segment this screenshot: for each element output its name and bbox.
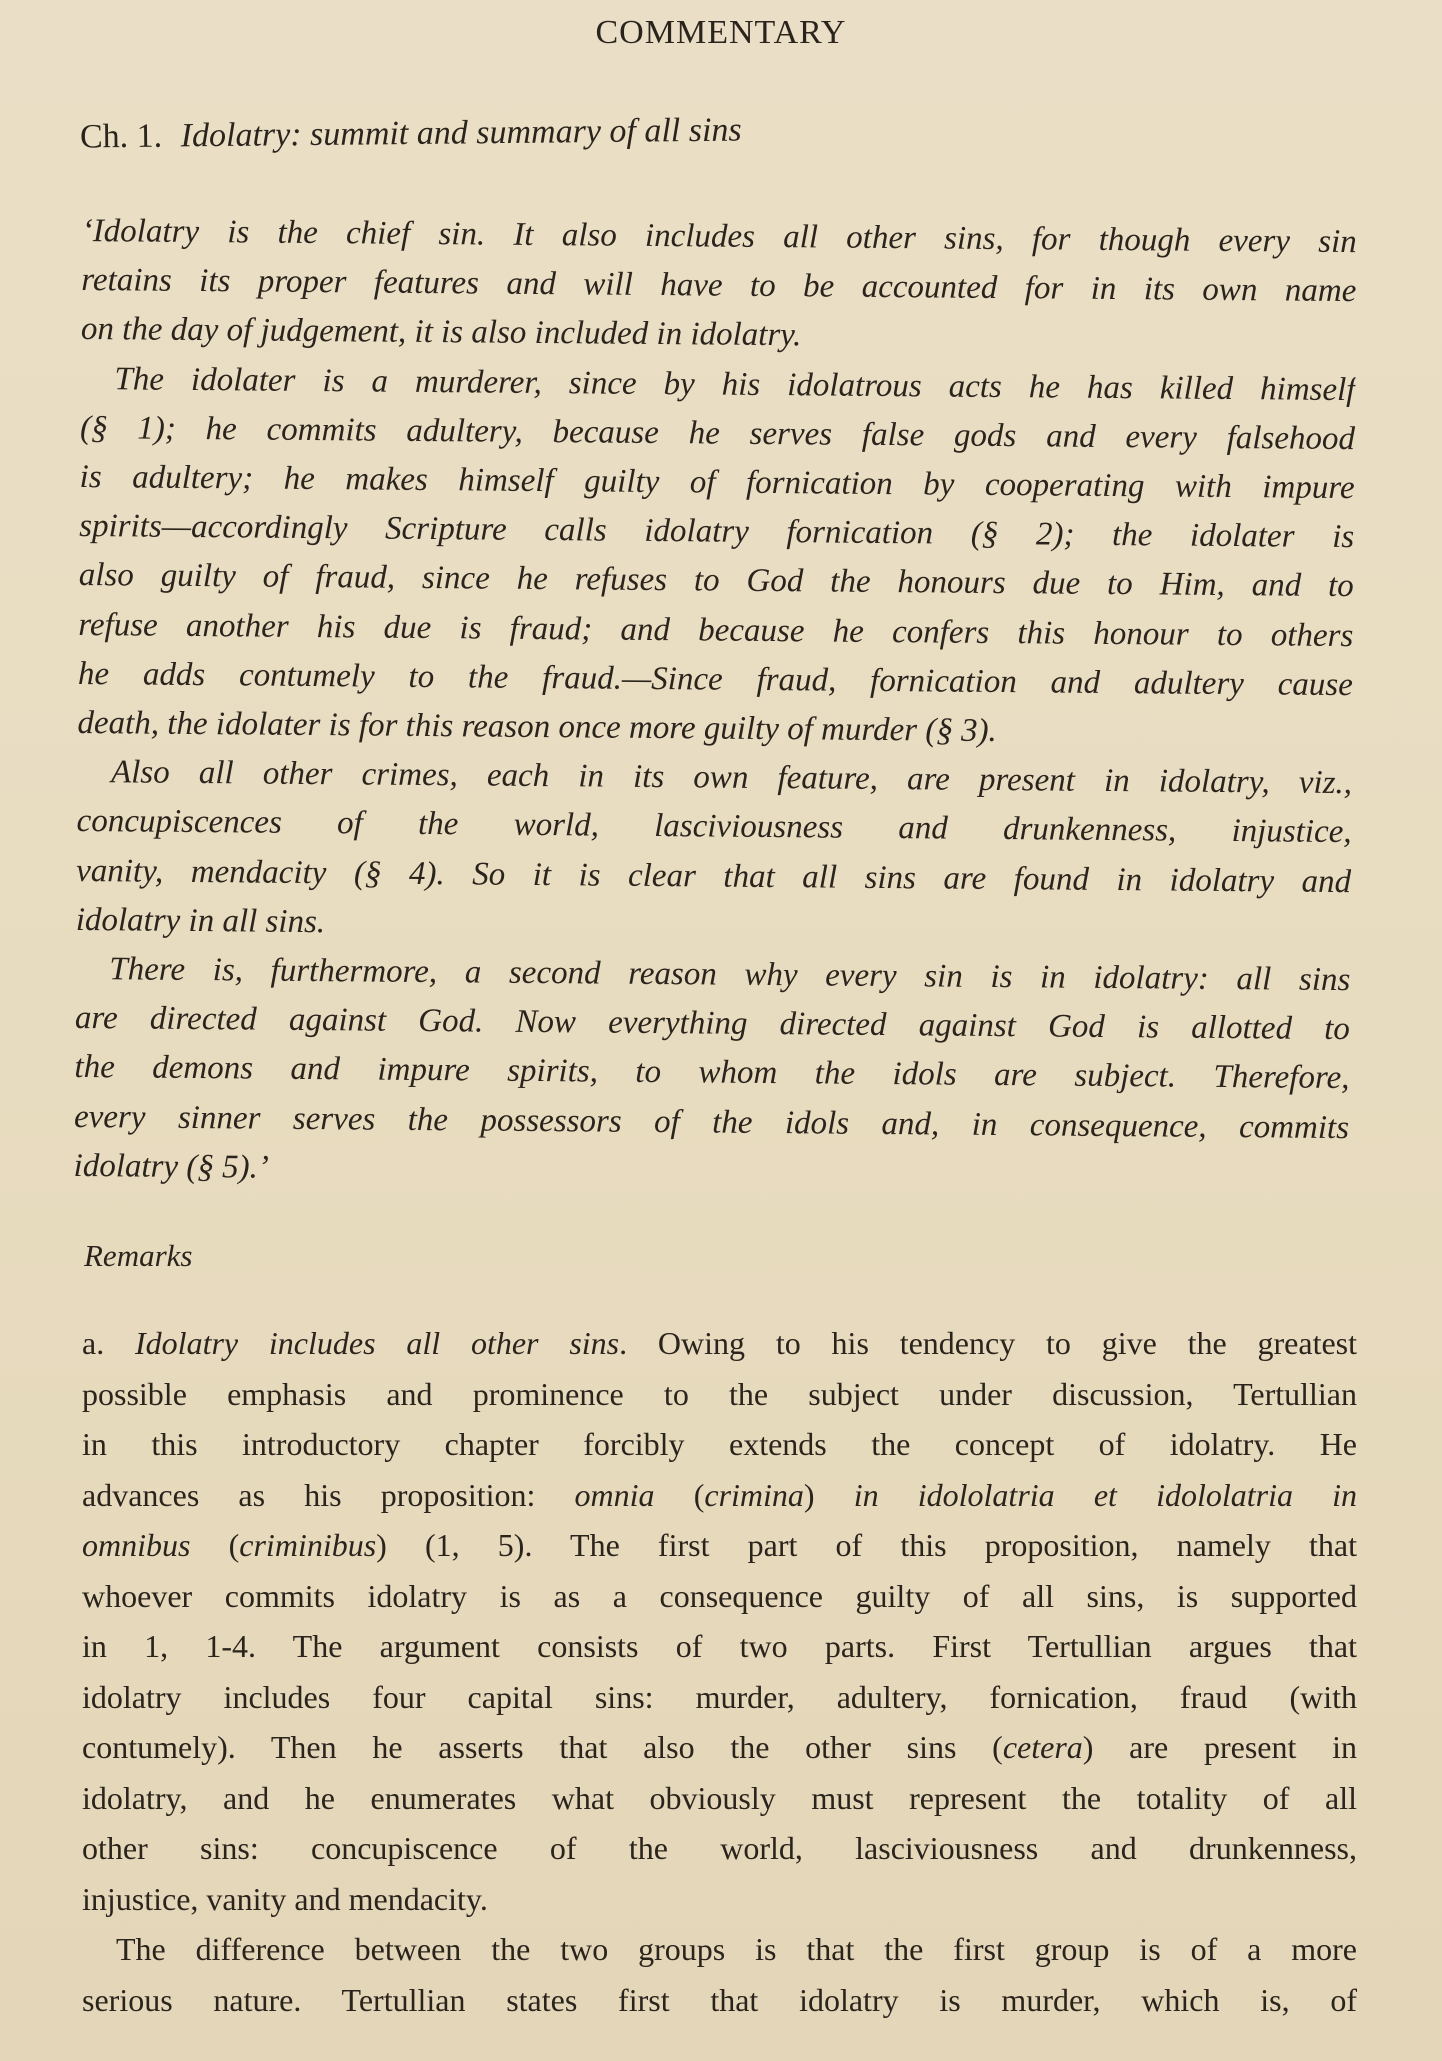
text-line: idolatry, and he enumerates what obviously must represent the totality of all [82,1779,1357,1816]
chapter-heading [80,112,742,157]
text-line: advances as his proposition: omnia (crimina) in idololatria et idololatria in [82,1476,1357,1513]
page-title: COMMENTARY [595,14,847,51]
text-line: idolatry (§ 5).’ [73,1147,270,1186]
text-line: contumely). Then he asserts that also the other sins (cetera) are present in [82,1729,1357,1765]
text-line: ‘Idolatry is the chief sin. It also includes all other sins, for though every sin [81,212,1357,261]
text-line: in 1, 1-4. The argument consists of two parts. First Tertullian argues that [82,1628,1357,1664]
text-line: The idolater is a murderer, since by his idolatrous acts he has killed himself [114,360,1356,408]
chapter-title: Idolatry: summit and summary of all sins [180,111,742,155]
text-line: every sinner serves the possessors of the idols and, in consequence, commits [73,1098,1350,1146]
chapter-summary [73,207,1357,1202]
remarks-body [82,1318,1357,2025]
text-line: serious nature. Tertullian states first that idolatry is murder, which is, of [82,1981,1357,2018]
text-line: possible emphasis and prominence to the subject under discussion, Tertullian [82,1375,1357,1412]
text-line: also guilty of fraud, since he refuses to God the honours due to Him, and to [78,557,1354,605]
text-line: concupiscences of the world, lasciviousness and drunkenness, injustice, [76,803,1352,851]
text-line: are directed against God. Now everything directed against God is allotted to [74,1000,1351,1048]
text-line: Also all other crimes, each in its own feature, are present in idolatry, viz., [110,754,1353,802]
text-line: the demons and impure spirits, to whom the idols are subject. Therefore, [74,1049,1350,1097]
text-line: in this introductory chapter forcibly extends the concept of idolatry. He [82,1426,1357,1462]
text-line: injustice, vanity and mendacity. [82,1880,488,1917]
text-line: The difference between the two groups is that the first group is of a more [116,1931,1357,1967]
text-line: death, the idolater is for this reason once more guilty of murder (§ 3). [77,705,997,750]
text-line: refuse another his due is fraud; and because he confers this honour to others [78,606,1354,654]
text-line: is adultery; he makes himself guilty of fornication by cooperating with impure [79,459,1355,507]
text-line: whoever commits idolatry is as a consequence guilty of all sins, is supported [82,1577,1357,1614]
text-line: retains its proper features and will have to be accounted for in its own name [81,262,1357,310]
text-line: omnibus (criminibus) (1, 5). The first part of this proposition, namely that [82,1527,1357,1563]
text-line: he adds contumely to the fraud.—Since fraud, fornication and adultery cause [77,655,1354,703]
text-line: There is, furthermore, a second reason why every sin is in idolatry: all sins [109,951,1351,999]
remarks-heading: Remarks [84,1238,193,1273]
chapter-number: Ch. 1. [79,117,163,156]
text-line: other sins: concupiscence of the world, lasciviousness and drunkenness, [82,1830,1357,1866]
text-line: on the day of judgement, it is also included in idolatry. [80,311,802,354]
text-line: (§ 1); he commits adultery, because he serves false gods and every falsehood [79,409,1356,457]
text-line: vanity, mendacity (§ 4). So it is clear that all sins are found in idolatry and [76,852,1352,900]
text-line: idolatry includes four capital sins: murder, adultery, fornication, fraud (with [82,1678,1357,1715]
text-line: a. Idolatry includes all other sins. Owing to his tendency to give the greatest [82,1325,1357,1361]
text-line: idolatry in all sins. [75,901,326,940]
text-line: spirits—accordingly Scripture calls idolatry fornication (§ 2); the idolater is [79,508,1355,556]
